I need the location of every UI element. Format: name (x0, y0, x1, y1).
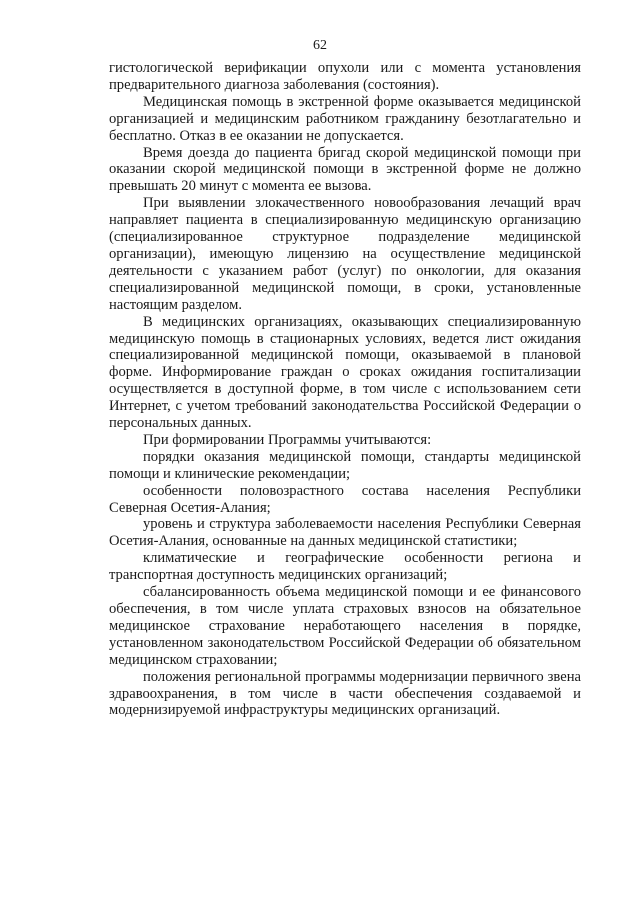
paragraph-oncology-referral: При выявлении злокачественного новообразования лечащий врач направляет пациента в специализированную медицинскую организацию (специализированное структурное подразделение медицинской организации), имеющую лицензию на осуществление медицинской деятельности с указанием работ (услуг) по онкологии, для оказания специализированной медицинской помощи, в сроки, установленные настоящим разделом. (109, 195, 581, 313)
list-item-modernization: положения региональной программы модернизации первичного звена здравоохранения, в том числе в части обеспечения создаваемой и модернизируемой инфраструктуры медицинских организаций. (109, 668, 581, 719)
paragraph-ambulance-time: Время доезда до пациента бригад скорой медицинской помощи при оказании скорой медицинской помощи в экстренной форме не должно превышать 20 минут с момента ее вызова. (109, 144, 581, 195)
paragraph-emergency-care: Медицинская помощь в экстренной форме оказывается медицинской организацией и медицинским работником гражданину безотлагательно и бесплатно. Отказ в ее оказании не допускается. (109, 93, 581, 144)
list-item-climate-geography: климатические и географические особенности региона и транспортная доступность медицинских организаций; (109, 550, 581, 584)
list-item-morbidity: уровень и структура заболеваемости населения Республики Северная Осетия-Алания, основанные на данных медицинской статистики; (109, 516, 581, 550)
document-body (109, 60, 581, 719)
list-item-procedures: порядки оказания медицинской помощи, стандарты медицинской помощи и клинические рекомендации; (109, 448, 581, 482)
list-item-demographics: особенности половозрастного состава населения Республики Северная Осетия-Алания; (109, 482, 581, 516)
list-item-financial-balance: сбалансированность объема медицинской помощи и ее финансового обеспечения, в том числе уплата страховых взносов на обязательное медицинское страхование неработающего населения в порядке, установленном законодательством Российской Федерации об обязательном медицинском страховании; (109, 584, 581, 668)
paragraph-program-factors-intro: При формировании Программы учитываются: (143, 431, 432, 448)
paragraph-waiting-list: В медицинских организациях, оказывающих специализированную медицинскую помощь в стационарных условиях, ведется лист ожидания специализированной медицинской помощи, оказываемой в плановой форме. Информирование граждан о сроках ожидания госпитализации осуществляется в доступной форме, в том числе с использованием сети Интернет, с учетом требований законодательства Российской Федерации о персональных данных. (109, 313, 581, 432)
paragraph-continuation: гистологической верификации опухоли или с момента установления предварительного диагноза заболевания (состояния). (109, 60, 581, 93)
page-number: 62 (313, 38, 327, 53)
